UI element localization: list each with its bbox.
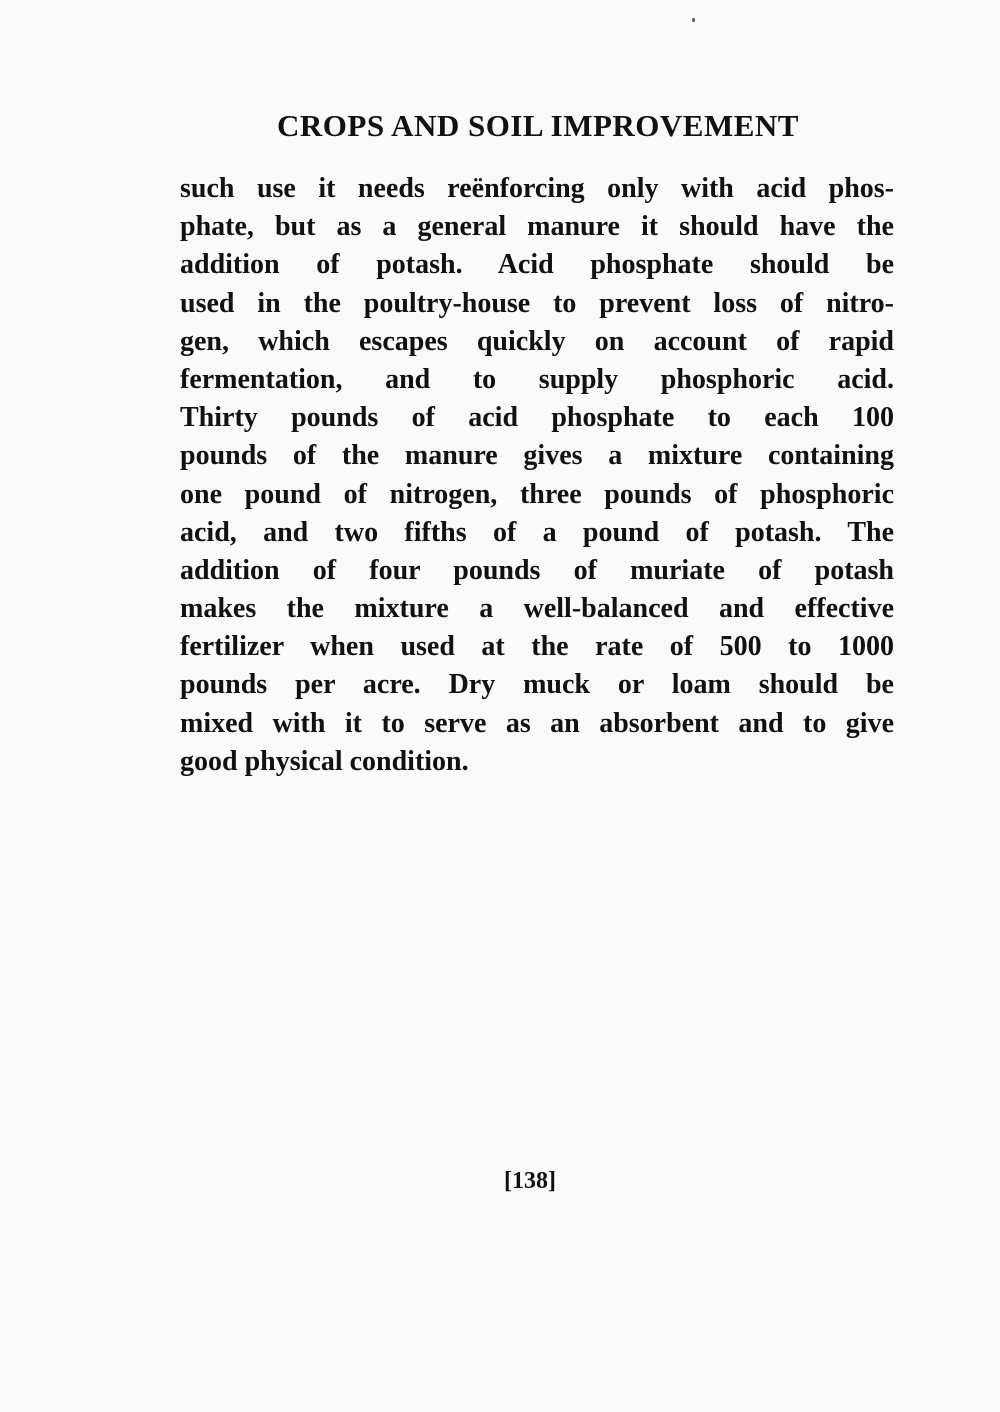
text-line: good physical condition. <box>180 745 469 777</box>
text-line: used in the poultry-house to prevent loss of nitro- <box>180 287 894 319</box>
body-paragraph <box>180 170 894 781</box>
text-line: addition of four pounds of muriate of potash <box>180 554 894 586</box>
page-number: [138] <box>504 1168 556 1194</box>
text-line: addition of potash. Acid phosphate should be <box>180 249 894 281</box>
text-line: fertilizer when used at the rate of 500 to 1000 <box>180 631 894 663</box>
text-line: pounds of the manure gives a mixture containing <box>180 440 894 472</box>
text-line: gen, which escapes quickly on account of rapid <box>180 325 894 357</box>
text-line: phate, but as a general manure it should have the <box>180 211 894 243</box>
text-line: acid, and two fifths of a pound of potash. The <box>180 516 894 548</box>
running-head: CROPS AND SOIL IMPROVEMENT <box>277 108 799 143</box>
text-line: fermentation, and to supply phosphoric acid. <box>180 363 894 395</box>
text-line: Thirty pounds of acid phosphate to each 100 <box>180 402 894 434</box>
text-line: mixed with it to serve as an absorbent and to give <box>180 707 894 739</box>
text-line: such use it needs reënforcing only with acid phos- <box>180 173 894 204</box>
text-line: makes the mixture a well-balanced and effective <box>180 593 894 625</box>
scan-speck <box>692 18 695 22</box>
text-line: pounds per acre. Dry muck or loam should be <box>180 669 894 701</box>
text-line: one pound of nitrogen, three pounds of phosphoric <box>180 478 894 510</box>
